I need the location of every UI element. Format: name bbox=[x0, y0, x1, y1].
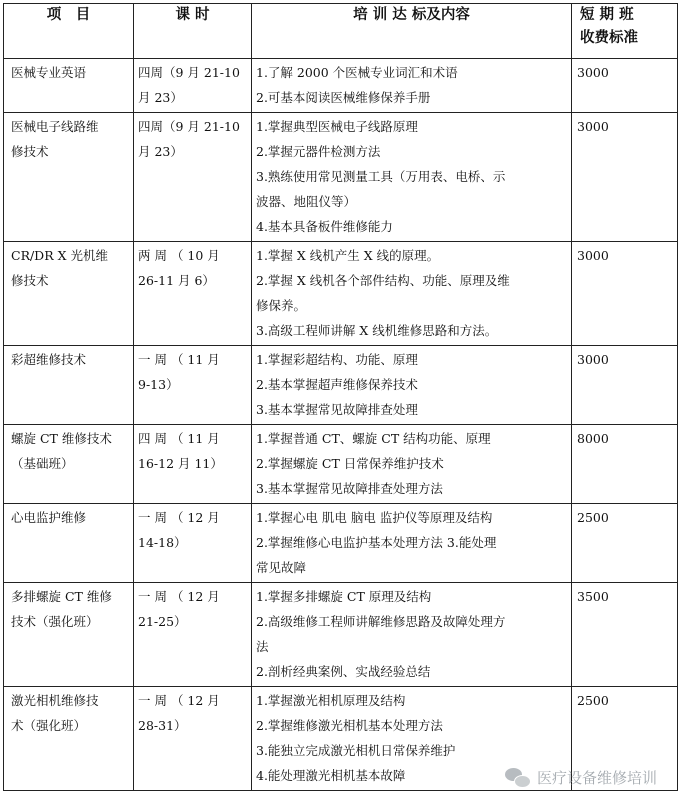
course-content: 1.掌握多排螺旋 CT 原理及结构 2.高级维修工程师讲解维修思路及故障处理方 法 2.剖析经典案例、实战经验总结 bbox=[252, 583, 572, 687]
table-row bbox=[4, 242, 678, 346]
course-name: 心电监护维修 bbox=[4, 504, 134, 583]
header-project: 项 目 bbox=[4, 4, 134, 59]
course-period: 四周（9 月 21-10 月 23） bbox=[134, 59, 252, 113]
table-row bbox=[4, 425, 678, 504]
course-fee: 3000 bbox=[572, 113, 678, 242]
course-period: 一 周 （ 11 月 9-13） bbox=[134, 346, 252, 425]
course-period: 四周（9 月 21-10 月 23） bbox=[134, 113, 252, 242]
course-content: 1.掌握心电 肌电 脑电 监护仪等原理及结构 2.掌握维修心电监护基本处理方法 3.能处理 常见故障 bbox=[252, 504, 572, 583]
course-name: 螺旋 CT 维修技术 （基础班） bbox=[4, 425, 134, 504]
course-name: 彩超维修技术 bbox=[4, 346, 134, 425]
table-row bbox=[4, 504, 678, 583]
course-fee: 3500 bbox=[572, 583, 678, 687]
course-content: 1.掌握激光相机原理及结构 2.掌握维修激光相机基本处理方法 3.能独立完成激光相机日常保养维护 4.能处理激光相机基本故障 bbox=[252, 687, 572, 791]
header-content: 培 训 达 标及内容 bbox=[252, 4, 572, 59]
course-fee: 3000 bbox=[572, 346, 678, 425]
header-row bbox=[4, 4, 678, 59]
header-fee: 短 期 班 收费标准 bbox=[572, 4, 678, 59]
course-name: 多排螺旋 CT 维修 技术（强化班） bbox=[4, 583, 134, 687]
course-table bbox=[3, 3, 678, 791]
table-row bbox=[4, 346, 678, 425]
course-period: 四 周 （ 11 月 16-12 月 11） bbox=[134, 425, 252, 504]
course-fee: 3000 bbox=[572, 59, 678, 113]
course-name: CR/DR X 光机维 修技术 bbox=[4, 242, 134, 346]
course-name: 激光相机维修技 术（强化班） bbox=[4, 687, 134, 791]
course-content: 1.掌握普通 CT、螺旋 CT 结构功能、原理 2.掌握螺旋 CT 日常保养维护技术 3.基本掌握常见故障排查处理方法 bbox=[252, 425, 572, 504]
course-fee: 3000 bbox=[572, 242, 678, 346]
course-period: 一 周 （ 12 月 28-31） bbox=[134, 687, 252, 791]
course-name: 医械电子线路维 修技术 bbox=[4, 113, 134, 242]
course-period: 两 周 （ 10 月 26-11 月 6） bbox=[134, 242, 252, 346]
course-content: 1.了解 2000 个医械专业词汇和术语 2.可基本阅读医械维修保养手册 bbox=[252, 59, 572, 113]
wechat-icon bbox=[505, 768, 531, 788]
course-fee: 2500 bbox=[572, 687, 678, 791]
course-content: 1.掌握典型医械电子线路原理 2.掌握元器件检测方法 3.熟练使用常见测量工具（万用表、电桥、示 波器、地阻仪等） 4.基本具备板件维修能力 bbox=[252, 113, 572, 242]
header-hours: 课 时 bbox=[134, 4, 252, 59]
course-period: 一 周 （ 12 月 14-18） bbox=[134, 504, 252, 583]
course-content: 1.掌握 X 线机产生 X 线的原理。 2.掌握 X 线机各个部件结构、功能、原理及维 修保养。 3.高级工程师讲解 X 线机维修思路和方法。 bbox=[252, 242, 572, 346]
course-content: 1.掌握彩超结构、功能、原理 2.基本掌握超声维修保养技术 3.基本掌握常见故障排查处理 bbox=[252, 346, 572, 425]
table-row bbox=[4, 59, 678, 113]
watermark-text: 医疗设备维修培训 bbox=[536, 769, 657, 787]
table-row bbox=[4, 583, 678, 687]
table-row bbox=[4, 113, 678, 242]
course-period: 一 周 （ 12 月 21-25） bbox=[134, 583, 252, 687]
course-fee: 8000 bbox=[572, 425, 678, 504]
course-name: 医械专业英语 bbox=[4, 59, 134, 113]
watermark bbox=[505, 767, 657, 788]
course-fee: 2500 bbox=[572, 504, 678, 583]
